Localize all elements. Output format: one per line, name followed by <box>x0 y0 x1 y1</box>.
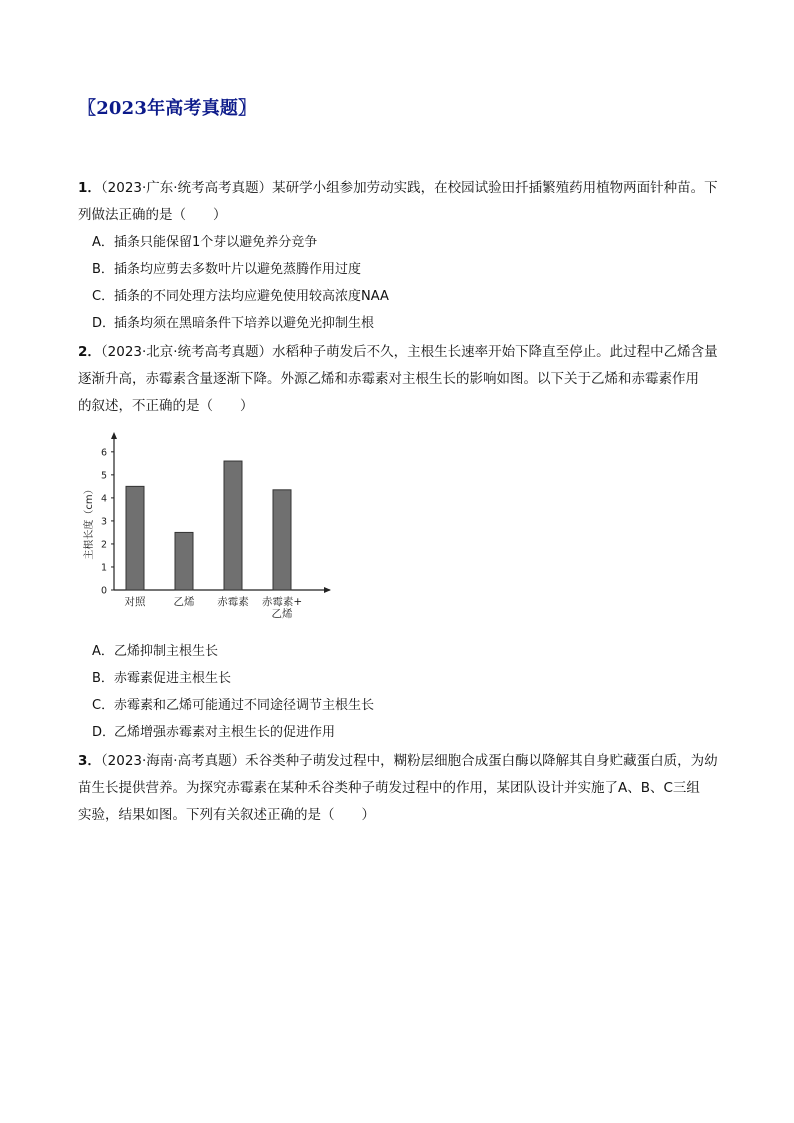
x-tick-label: 赤霉素 <box>217 596 249 608</box>
bar <box>126 486 144 590</box>
question-3-line-1 <box>78 752 718 770</box>
option-text: 插条的不同处理方法均应避免使用较高浓度NAA <box>114 289 389 304</box>
y-tick-label: 1 <box>100 562 107 574</box>
question-text: 苗生长提供营养。为探究赤霉素在某种禾谷类种子萌发过程中的作用，某团队设计并实施了A、B、C三组 <box>78 780 700 796</box>
option-letter: D． <box>92 725 116 740</box>
option-letter: C． <box>92 698 115 713</box>
option-a <box>92 643 218 661</box>
question-text: 的叙述，不正确的是（ ） <box>78 398 254 414</box>
y-tick-label: 4 <box>100 493 107 505</box>
option-b <box>92 261 361 279</box>
question-text: 逐渐升高，赤霉素含量逐渐下降。外源乙烯和赤霉素对主根生长的影响如图。以下关于乙烯和赤霉素作用 <box>78 371 699 387</box>
x-tick-label: 乙烯 <box>173 596 195 608</box>
bar <box>273 490 291 590</box>
option-c <box>92 288 389 306</box>
question-2-line-1 <box>78 343 718 361</box>
option-d <box>92 315 374 333</box>
option-text: 乙烯增强赤霉素对主根生长的促进作用 <box>114 725 336 740</box>
option-letter: B． <box>92 262 114 277</box>
option-c <box>92 697 374 715</box>
option-letter: A． <box>92 644 114 659</box>
bar <box>175 532 193 590</box>
question-source: （2023·北京·统考高考真题） <box>100 344 273 360</box>
x-axis-arrow <box>324 587 331 593</box>
question-number: 2． <box>78 344 101 360</box>
question-source: （2023·广东·统考高考真题） <box>100 180 273 196</box>
option-text: 赤霉素和乙烯可能通过不同途径调节主根生长 <box>114 698 375 713</box>
y-tick-label: 5 <box>100 470 107 482</box>
y-tick-label: 6 <box>100 447 107 459</box>
y-axis-label: 主根长度（cm） <box>84 484 95 560</box>
y-tick-label: 0 <box>100 585 107 597</box>
option-text: 赤霉素促进主根生长 <box>114 671 232 686</box>
option-text: 乙烯抑制主根生长 <box>114 644 219 659</box>
bar <box>224 461 242 590</box>
question-text: 列做法正确的是（ ） <box>78 207 227 223</box>
question-source: （2023·海南·高考真题） <box>100 753 246 769</box>
question-number: 3． <box>78 753 101 769</box>
option-b <box>92 670 231 688</box>
x-tick-label: 赤霉素+ <box>261 596 303 608</box>
option-letter: B． <box>92 671 114 686</box>
option-letter: C． <box>92 289 115 304</box>
option-a <box>92 234 317 252</box>
y-axis-arrow <box>111 432 117 439</box>
option-text: 插条均须在黑暗条件下培养以避免光抑制生根 <box>114 316 375 331</box>
question-1-line-1 <box>78 179 718 197</box>
section-title: 〖2023年高考真题〗 <box>78 98 257 119</box>
option-letter: A． <box>92 235 114 250</box>
x-tick-label: 对照 <box>124 596 146 608</box>
y-tick-label: 2 <box>100 539 107 551</box>
x-tick-label: 乙烯 <box>271 608 293 620</box>
option-letter: D． <box>92 316 116 331</box>
option-d <box>92 724 335 742</box>
root-length-bar-chart <box>78 428 340 632</box>
question-text: 实验，结果如图。下列有关叙述正确的是（ ） <box>78 807 375 823</box>
y-tick-label: 3 <box>100 516 107 528</box>
option-text: 插条只能保留1个芽以避免养分竞争 <box>114 235 318 250</box>
option-text: 插条均应剪去多数叶片以避免蒸腾作用过度 <box>114 262 362 277</box>
question-text: 水稻种子萌发后不久，主根生长速率开始下降直至停止。此过程中乙烯含量 <box>272 344 718 360</box>
question-text: 禾谷类种子萌发过程中，糊粉层细胞合成蛋白酶以降解其自身贮藏蛋白质，为幼 <box>245 753 718 769</box>
question-number: 1． <box>78 180 101 196</box>
question-text: 某研学小组参加劳动实践，在校园试验田扦插繁殖药用植物两面针种苗。下 <box>272 180 718 196</box>
